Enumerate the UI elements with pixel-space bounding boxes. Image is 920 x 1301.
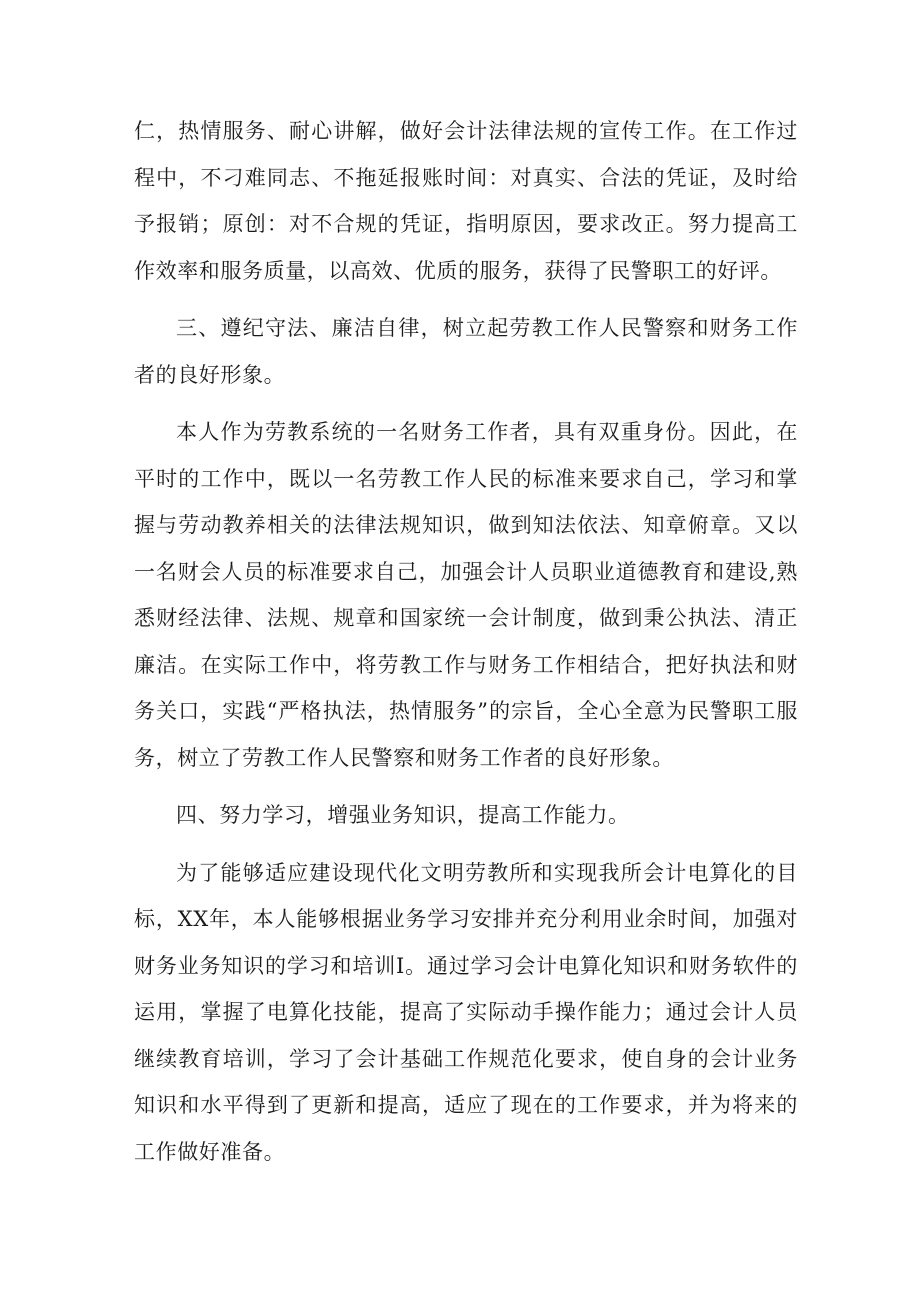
paragraph-computerized-accounting: 为了能够适应建设现代化文明劳教所和实现我所会计电算化的目标，XX年，本人能够根据业务学习安排并充分利用业余时间，加强对财务业务知识的学习和培训I。通过学习会计电算化知识和财务软件的运用，掌握了电算化技能，提高了实际动手操作能力；通过会计人员继续教育培训，学习了会计基础工作规范化要求，使自身的会计业务知识和水平得到了更新和提高，适应了现在的工作要求，并为将来的工作做好准备。 (134, 860, 798, 1164)
paragraph-service-quality: 仁，热情服务、耐心讲解，做好会计法律法规的宣传工作。在工作过程中，不刁难同志、不拖延报账时间：对真实、合法的凭证，及时给予报销；原创：对不合规的凭证，指明原因，要求改正。努力提高工作效率和服务质量，以高效、优质的服务，获得了民警职工的好评。 (134, 119, 798, 283)
heading-discipline-integrity: 三、遵纪守法、廉洁自律，树立起劳教工作人民警察和财务工作者的良好形象。 (134, 316, 798, 387)
paragraph-dual-identity: 本人作为劳教系统的一名财务工作者，具有双重身份。因此，在平时的工作中，既以一名劳教工作人民的标准来要求自己，学习和掌握与劳动教养相关的法律法规知识，做到知法依法、知章俯章。又以一名财会人员的标准要求自己，加强会计人员职业道德教育和建设,熟悉财经法律、法规、规章和国家统一会计制度，做到秉公执法、清正廉洁。在实际工作中，将劳教工作与财务工作相结合，把好执法和财务关口，实践“严格执法，热情服务”的宗旨，全心全意为民警职工服务，树立了劳教工作人民警察和财务工作者的良好形象。 (134, 420, 798, 770)
heading-study-skills: 四、努力学习，增强业务知识，提高工作能力。 (176, 803, 630, 827)
document-body (134, 108, 798, 1175)
